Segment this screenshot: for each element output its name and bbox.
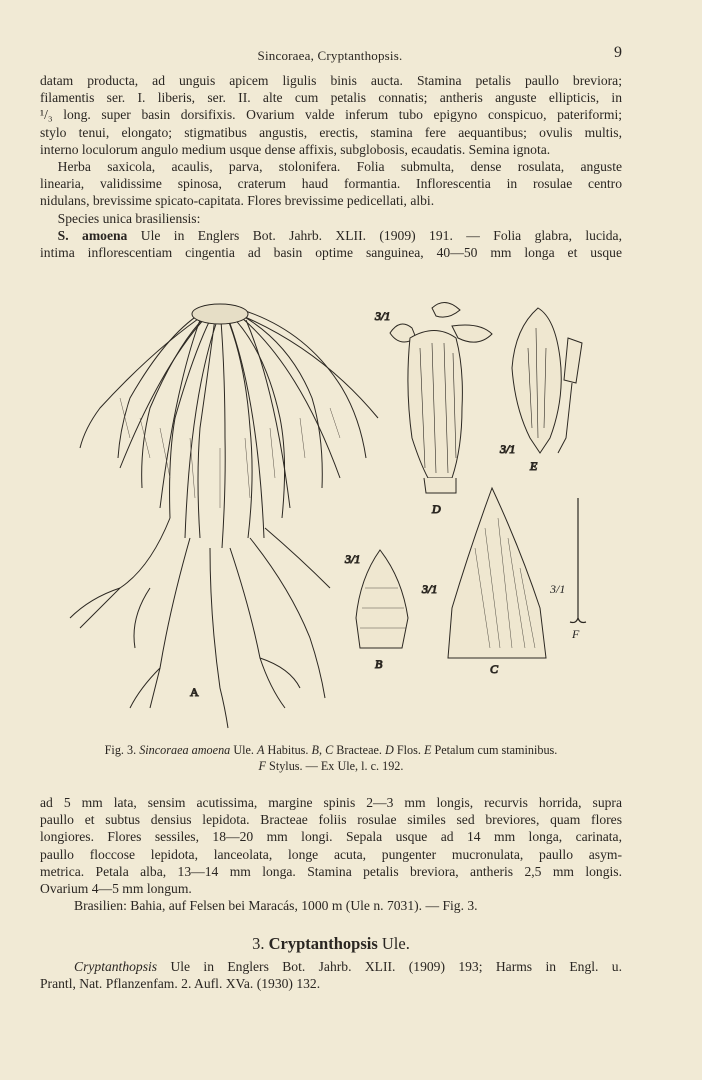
text-line: paullo et subtus densius lepidota. Bracteae foliis rosulae similes sed breviores, quam flores bbox=[40, 812, 622, 828]
figure-b-bract bbox=[344, 550, 408, 671]
text-line: Species unica brasiliensis: bbox=[57, 210, 201, 226]
figure-scale-e: 3/1 bbox=[500, 442, 516, 456]
text-line: Herba saxicola, acaulis, parva, stolonifera. Folia submulta, dense rosulata, anguste bbox=[57, 159, 622, 175]
text-line: interno loculorum angulo medium usque dense affixis, subglobosis, ecaudatis. Semina ignota. bbox=[40, 141, 551, 157]
caption-text: Flos. bbox=[393, 743, 424, 757]
text-line bbox=[40, 958, 622, 975]
text-line: Ovarium 4—5 mm longum. bbox=[40, 881, 192, 897]
caption-text: Petalum cum staminibus. bbox=[431, 743, 558, 757]
locality-line: Brasilien: Bahia, auf Felsen bei Maracás, 1000 m (Ule n. 7031). — Fig. 3. bbox=[74, 898, 478, 914]
caption-label-c: C bbox=[325, 743, 334, 757]
figure-c-bract bbox=[421, 488, 546, 676]
caption-line-2 bbox=[40, 758, 622, 774]
figure-label-a: A bbox=[190, 685, 199, 699]
figure-scale-d: 3/1 bbox=[375, 309, 391, 323]
caption-label-a: A bbox=[257, 743, 265, 757]
caption-fig-number: Fig. 3. bbox=[104, 743, 137, 757]
final-text-block bbox=[40, 958, 622, 992]
figure-e-petal bbox=[499, 308, 582, 473]
caption-author: Ule. bbox=[230, 743, 258, 757]
text-line: nidulans, brevissime spicato-capitata. Flores brevissime pedicellati, albi. bbox=[40, 193, 435, 209]
text-line: paullo floccose lepidota, lanceolata, longe acuta, pungenter mucronulata, paullo asym- bbox=[40, 846, 622, 862]
text-line: metrica. Petala alba, 13—14 mm longa. Stamina petalis breviora, antheris 2,5 mm longis. bbox=[40, 863, 622, 879]
figure-drawing bbox=[60, 288, 620, 738]
text-line: linearia, validissime spinosa, craterum haud formantia. Inflorescentia in rosulae centro bbox=[40, 176, 622, 192]
top-text-block bbox=[40, 72, 622, 261]
text-line: Prantl, Nat. Pflanzenfam. 2. Aufl. XVa. (1930) 132. bbox=[40, 976, 321, 992]
page-number: 9 bbox=[614, 44, 622, 61]
species-heading-line bbox=[40, 227, 622, 244]
caption-label-f: F bbox=[258, 759, 266, 773]
section-number: 3. bbox=[252, 934, 265, 953]
caption-text: Habitus. bbox=[264, 743, 312, 757]
text-line: longiores. Flores sessiles, 18—20 mm longi. Sepala usque ad 14 mm longa, carinata, bbox=[40, 829, 622, 845]
caption-label-e: E bbox=[423, 743, 432, 757]
section-author: Ule. bbox=[377, 934, 410, 953]
section-heading bbox=[40, 934, 622, 954]
figure-d-flower bbox=[374, 302, 492, 516]
caption-text: , bbox=[318, 743, 326, 757]
species-name: S. amoena bbox=[57, 227, 128, 243]
running-title: Sincoraea, Cryptanthopsis. bbox=[257, 48, 403, 63]
caption-species: Sincoraea amoena bbox=[139, 743, 231, 757]
caption-line-1 bbox=[40, 742, 622, 758]
citation-text: Ule in Englers Bot. Jahrb. XLII. (1909) 193; Harms in Engl. u. bbox=[157, 959, 622, 974]
caption-text: Stylus. — Ex Ule, l. c. 192. bbox=[266, 759, 404, 773]
text-line: datam producta, ad unguis apicem ligulis binis aucta. Stamina petalis paullo breviora; bbox=[40, 73, 622, 88]
caption-text: Bracteae. bbox=[333, 743, 385, 757]
figure-label-e: E bbox=[530, 459, 538, 473]
text-line: ¹/₃ long. super basin dorsifixis. Ovarium valde inferum tubo epigyno conspicuo, pateriformi; bbox=[40, 107, 622, 123]
figure-f-stylus bbox=[549, 498, 586, 641]
caption-label-b: B bbox=[311, 743, 319, 757]
bottom-text-block bbox=[40, 794, 622, 914]
text-line: intima inflorescentiam cingentia ad basin optime sanguinea, 40—50 mm longa et usque bbox=[40, 245, 622, 261]
species-citation: Ule in Englers Bot. Jahrb. XLII. (1909) 191. — Folia glabra, lucida, bbox=[127, 227, 622, 243]
text-line: ad 5 mm lata, sensim acutissima, margine spinis 2—3 mm longis, recurvis horrida, supra bbox=[40, 795, 622, 810]
figure-label-b: B bbox=[375, 657, 383, 671]
figure-label-d: D bbox=[432, 502, 441, 516]
figure-scale-f: 3/1 bbox=[550, 582, 566, 596]
figure-caption bbox=[40, 742, 622, 774]
figure-label-c: C bbox=[490, 662, 499, 676]
text-line: filamentis ser. I. liberis, ser. II. alte cum petalis connatis; antheris anguste ellipticis, in bbox=[40, 90, 622, 106]
section-genus: Cryptanthopsis bbox=[268, 934, 378, 953]
caption-label-d: D bbox=[384, 743, 394, 757]
botanical-figure bbox=[60, 288, 620, 738]
genus-italic: Cryptanthopsis bbox=[74, 959, 158, 974]
text-line: stylo tenui, elongato; stigmatibus angustis, erectis, stamina fere aequantibus; ovulis multis, bbox=[40, 124, 622, 140]
figure-scale-b: 3/1 bbox=[345, 552, 361, 566]
figure-a-habitus bbox=[70, 304, 378, 728]
figure-scale-c: 3/1 bbox=[422, 582, 438, 596]
figure-label-f: F bbox=[572, 627, 580, 641]
